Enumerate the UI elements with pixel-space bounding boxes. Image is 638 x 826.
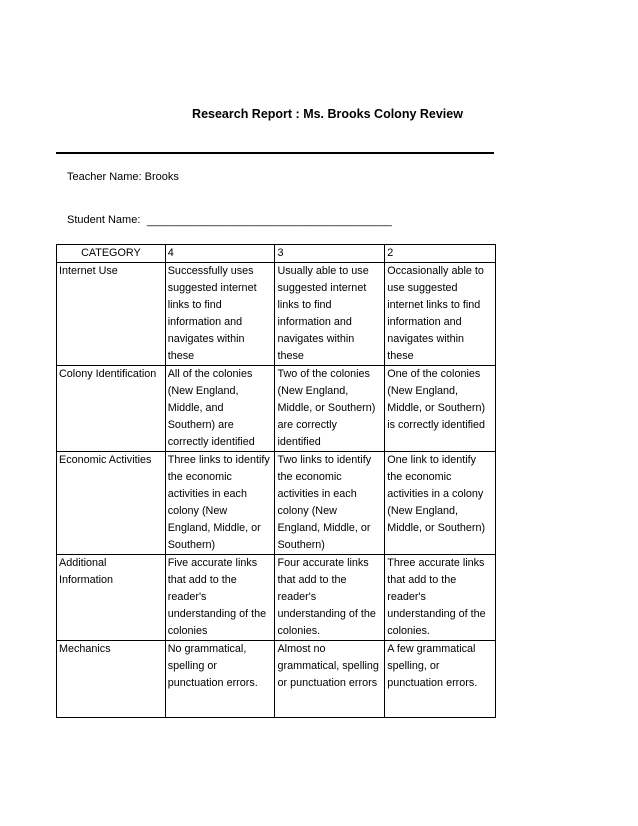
table-row — [57, 263, 496, 366]
table-cell: Five accurate links that add to the reader's understanding of the colonies — [165, 555, 275, 641]
table-cell: One link to identify the economic activities in a colony (New England, Middle, or Southern) — [385, 452, 496, 555]
table-row — [57, 641, 496, 718]
header-score-3: 3 — [275, 245, 385, 263]
header-score-2: 2 — [385, 245, 496, 263]
teacher-name: Teacher Name: Brooks — [67, 171, 179, 183]
table-cell: Two links to identify the economic activities in each colony (New England, Middle, or Southern) — [275, 452, 385, 555]
rubric-table — [56, 244, 496, 718]
table-cell: All of the colonies (New England, Middle, and Southern) are correctly identified — [165, 366, 275, 452]
table-cell: No grammatical, spelling or punctuation errors. — [165, 641, 275, 718]
table-row — [57, 452, 496, 555]
table-cell: Two of the colonies (New England, Middle, or Southern) are correctly identified — [275, 366, 385, 452]
table-row — [57, 366, 496, 452]
row-category: Additional Information — [57, 555, 166, 641]
student-name-blank: ________________________________________ — [147, 215, 392, 227]
title-divider — [56, 152, 494, 154]
table-cell: One of the colonies (New England, Middle, or Southern) is correctly identified — [385, 366, 496, 452]
row-category: Mechanics — [57, 641, 166, 718]
row-category: Colony Identification — [57, 366, 166, 452]
student-name-label: Student Name: — [67, 214, 141, 226]
header-score-4: 4 — [165, 245, 275, 263]
row-category: Economic Activities — [57, 452, 166, 555]
table-cell: Three links to identify the economic activities in each colony (New England, Middle, or Southern) — [165, 452, 275, 555]
row-category: Internet Use — [57, 263, 166, 366]
table-cell: Occasionally able to use suggested internet links to find information and navigates within these — [385, 263, 496, 366]
table-cell: A few grammatical spelling, or punctuation errors. — [385, 641, 496, 718]
table-cell: Successfully uses suggested internet links to find information and navigates within these — [165, 263, 275, 366]
header-category: CATEGORY — [57, 245, 166, 263]
table-cell: Almost no grammatical, spelling or punctuation errors — [275, 641, 385, 718]
rubric-header-row — [57, 245, 496, 263]
report-title: Research Report : Ms. Brooks Colony Review — [192, 107, 463, 121]
table-cell: Three accurate links that add to the reader's understanding of the colonies. — [385, 555, 496, 641]
table-cell: Four accurate links that add to the reader's understanding of the colonies. — [275, 555, 385, 641]
table-row — [57, 555, 496, 641]
table-cell: Usually able to use suggested internet links to find information and navigates within these — [275, 263, 385, 366]
